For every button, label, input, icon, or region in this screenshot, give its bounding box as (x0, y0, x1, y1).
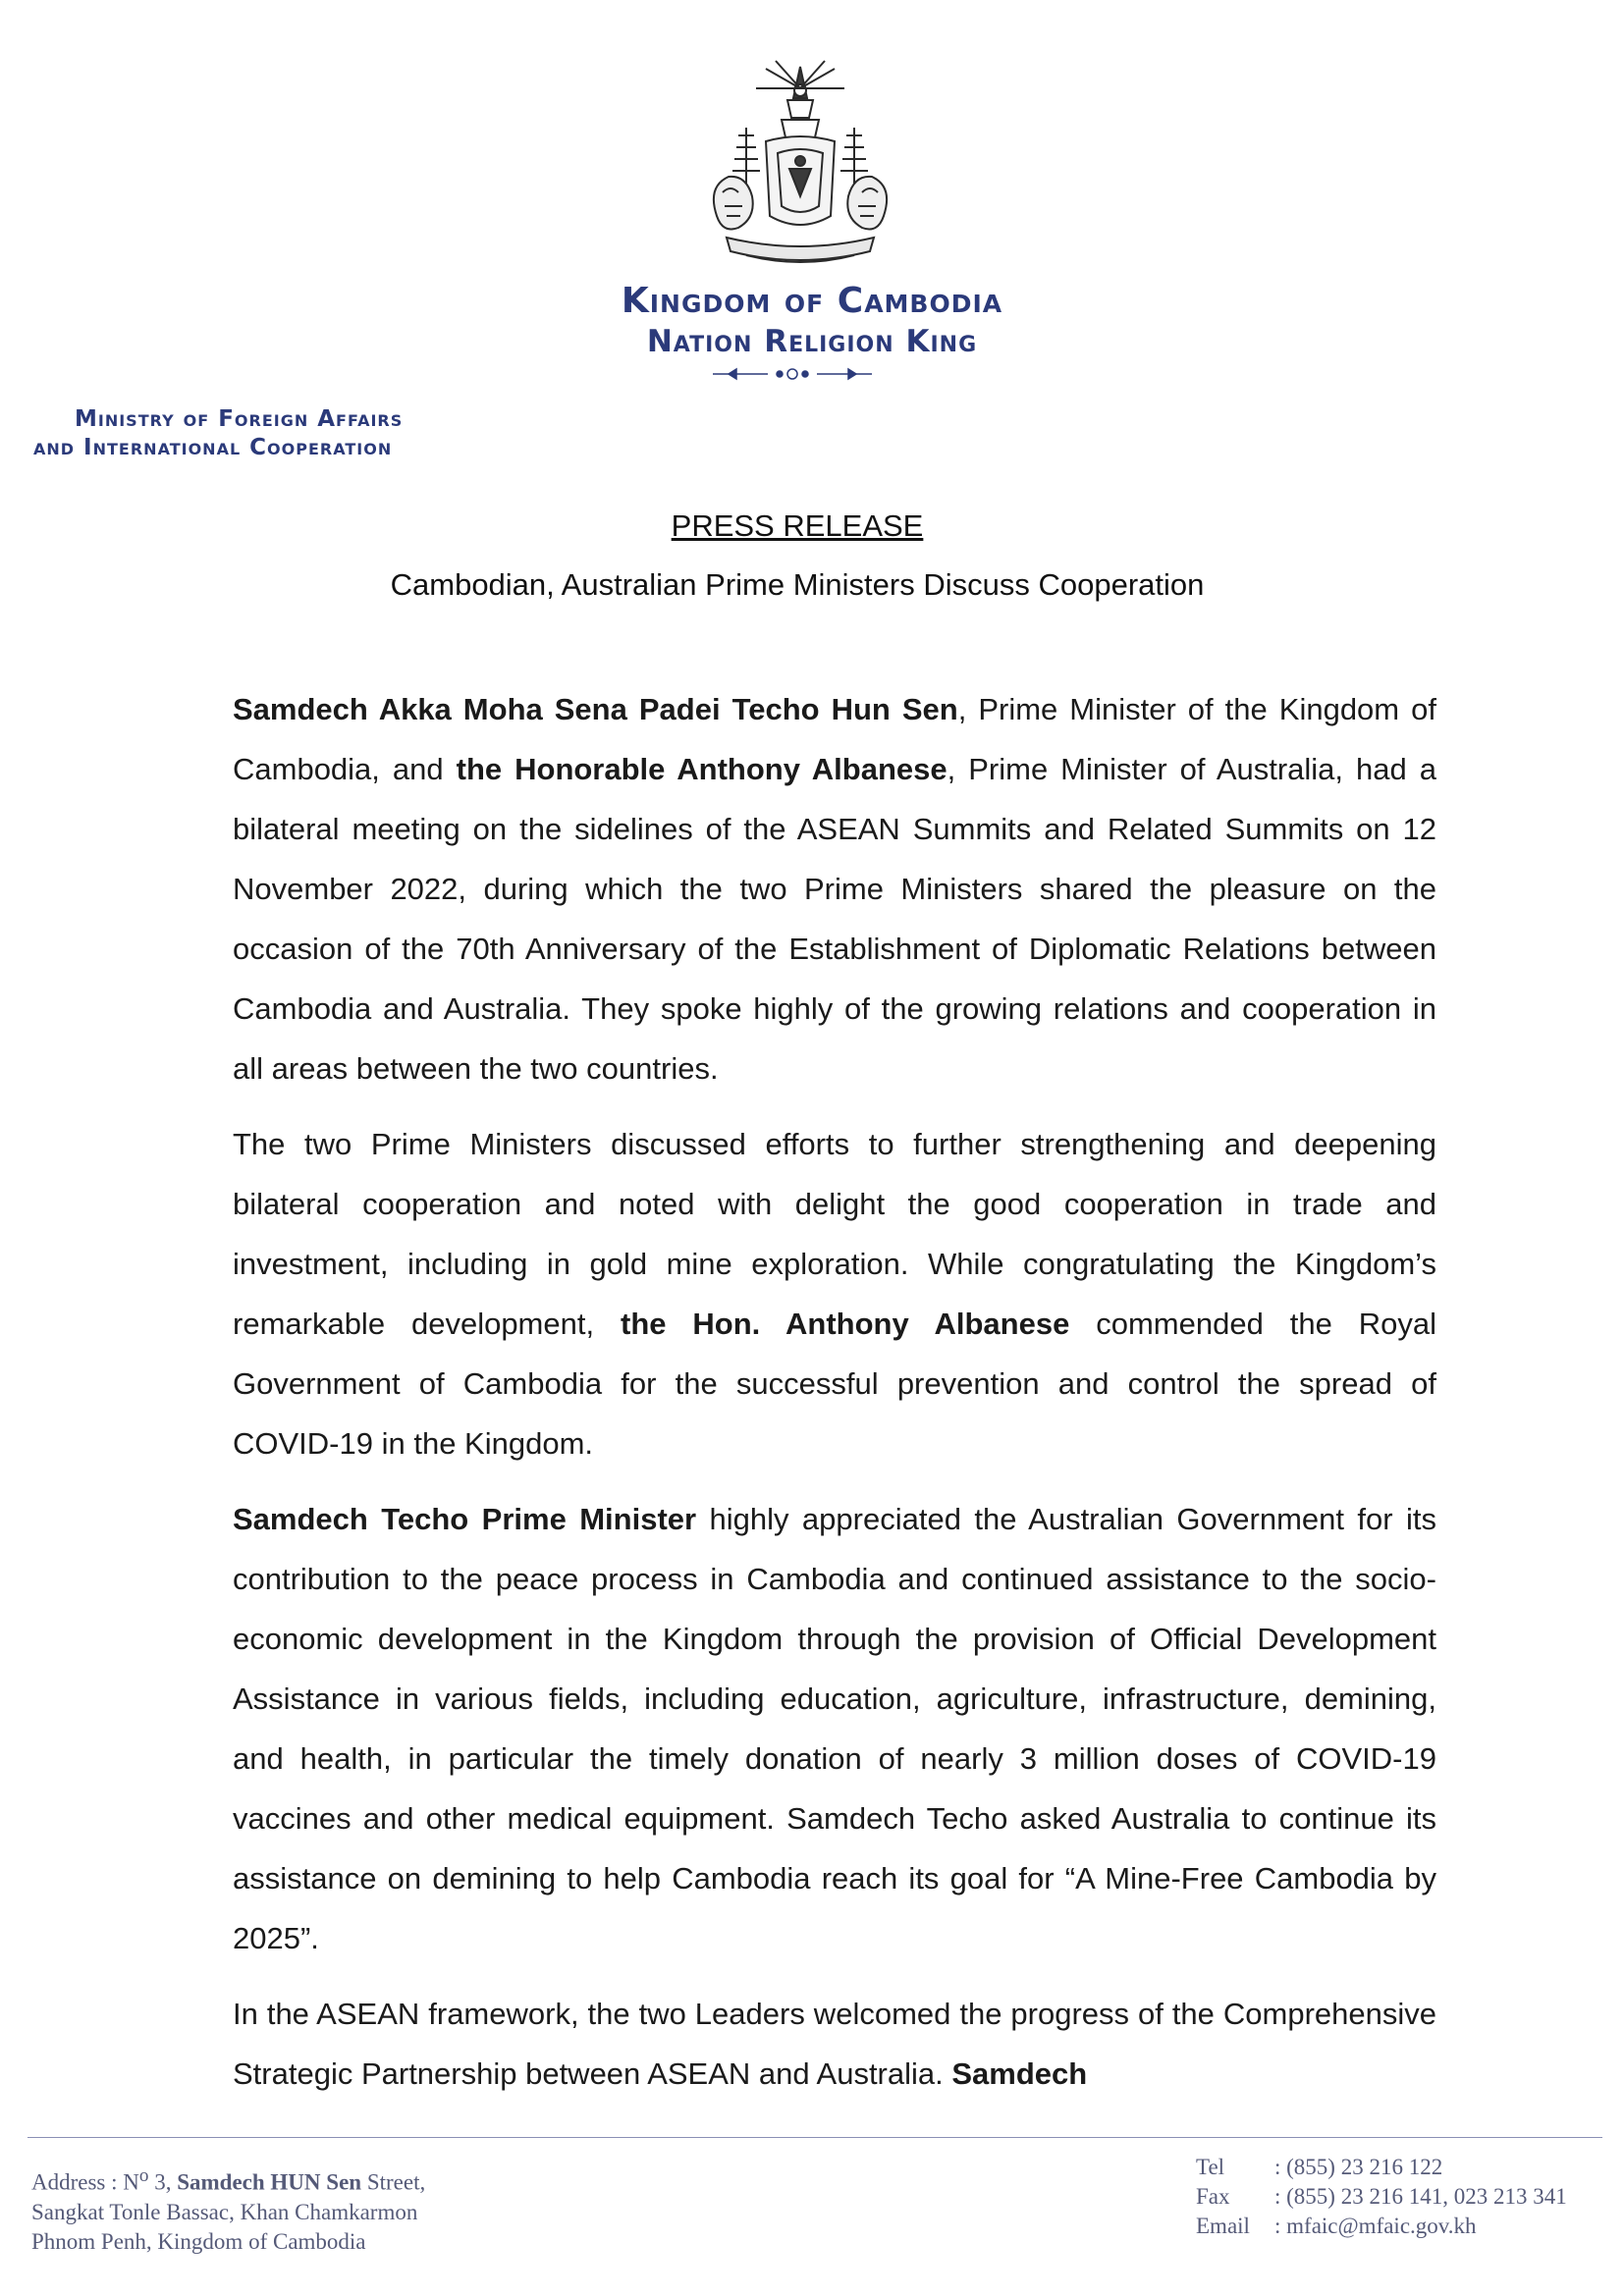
address-street-suffix: Street, (361, 2169, 426, 2195)
email-link[interactable]: : mfaic@mfaic.gov.kh (1274, 2214, 1477, 2238)
paragraph-text: commended the Royal Government of Cambodia for the successful prevention and control the spread of COVID-19 in the Kingdom. (233, 1307, 1436, 1461)
bold-name: Samdech Akka Moha Sena Padei Techo Hun Sen (233, 692, 958, 726)
body-paragraph-4 (233, 1984, 1436, 2104)
body-paragraph-3 (233, 1489, 1436, 1968)
ministry-name-line-2: and International Cooperation (33, 435, 393, 460)
address-label: Address : N (31, 2169, 139, 2195)
press-release-body (233, 679, 1436, 2119)
address-line-2: Sangkat Tonle Bassac, Khan Chamkarmon (31, 2199, 418, 2224)
kingdom-title: Kingdom of Cambodia (621, 281, 1003, 321)
tel-label: Tel (1196, 2155, 1225, 2179)
address-sup: o (138, 2165, 149, 2186)
divider-ornament-icon (709, 365, 876, 383)
bold-name: the Hon. Anthony Albanese (621, 1307, 1070, 1341)
address-street-name: Samdech HUN Sen (177, 2169, 362, 2195)
paragraph-text: The two Prime Ministers discussed efforts to further strengthening and deepening bilateral cooperation and noted with delight the good cooperation in trade and investment, including in gold mine exploration. While congratulating the Kingdom’s remarkable development, (233, 1127, 1436, 1341)
ministry-name-line-1: Ministry of Foreign Affairs (75, 406, 404, 432)
bold-name: Samdech Techo Prime Minister (233, 1502, 697, 1536)
fax-value: : (855) 23 216 141, 023 213 341 (1274, 2184, 1567, 2209)
footer-contacts (1196, 2153, 1618, 2241)
contact-fax (1196, 2182, 1618, 2212)
press-release-label: PRESS RELEASE (671, 508, 924, 543)
bold-name: Samdech (951, 2056, 1088, 2091)
paragraph-text: In the ASEAN framework, the two Leaders welcomed the progress of the Comprehensive Strategic Partnership between ASEAN and Australia. (233, 1997, 1436, 2091)
body-paragraph-2 (233, 1114, 1436, 1473)
body-paragraph-1 (233, 679, 1436, 1098)
contact-tel (1196, 2153, 1618, 2182)
bold-name: the Honorable Anthony Albanese (456, 752, 947, 786)
footer-divider (27, 2137, 1602, 2138)
email-label: Email (1196, 2214, 1250, 2238)
fax-label: Fax (1196, 2184, 1230, 2209)
kingdom-motto: Nation Religion King (646, 324, 978, 359)
paragraph-text: , Prime Minister of the Kingdom of Cambodia, and (233, 692, 1436, 786)
paragraph-text: , Prime Minister of Australia, had a bilateral meeting on the sidelines of the ASEAN Summits and Related Summits on 12 November 2022, during which the two Prime Ministers shared the pleasure on the occasion of the 70th Anniversary of the Establishment of Diplomatic Relations between Cambodia and Australia. They spoke highly of the growing relations and cooperation in all areas between the two countries. (233, 752, 1436, 1086)
royal-coat-of-arms-emblem (687, 59, 913, 275)
footer-address (31, 2162, 719, 2257)
contact-email (1196, 2212, 1618, 2241)
address-line-3: Phnom Penh, Kingdom of Cambodia (31, 2228, 366, 2254)
paragraph-text: highly appreciated the Australian Government for its contribution to the peace process in Cambodia and continued assistance to the socio-economic development in the Kingdom through the provision of Official Development Assistance in various fields, including education, agriculture, infrastructure, demining, and health, in particular the timely donation of nearly 3 million doses of COVID-19 vaccines and other medical equipment. Samdech Techo asked Australia to continue its assistance on demining to help Cambodia reach its goal for “A Mine-Free Cambodia by 2025”. (233, 1502, 1436, 1955)
address-number: 3, (148, 2169, 178, 2195)
tel-value: : (855) 23 216 122 (1274, 2155, 1443, 2179)
address-line-1 (31, 2162, 719, 2198)
press-release-headline: Cambodian, Australian Prime Ministers Discuss Cooperation (390, 567, 1205, 602)
